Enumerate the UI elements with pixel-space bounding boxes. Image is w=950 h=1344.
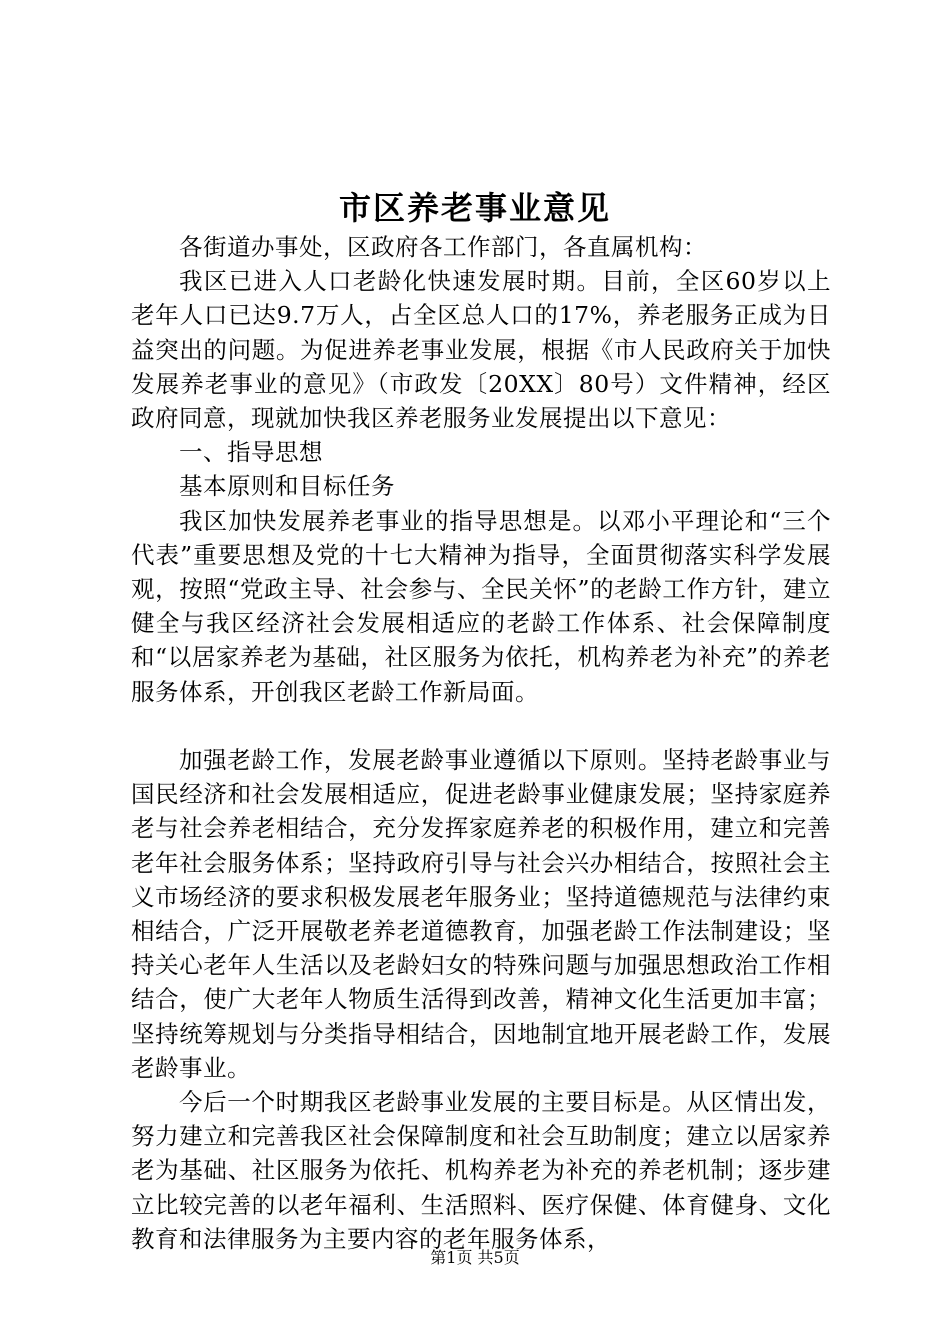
- document-title: 市区养老事业意见: [338, 189, 611, 227]
- paragraph-principles: 加强老龄工作，发展老龄事业遵循以下原则。坚持老龄事业与国民经济和社会发展相适应，促进老龄事业健康发展；坚持家庭养老与社会养老相结合，充分发挥家庭养老的积极作用，建立和完善老年社会服务体系；坚持政府引导与社会兴办相结合，按照社会主义市场经济的要求积极发展老年服务业；坚持道德规范与法律约束相结合，广泛开展敬老养老道德教育，加强老龄工作法制建设；坚持关心老年人生活以及老龄妇女的特殊问题与加强思想政治工作相结合，使广大老年人物质生活得到改善，精神文化生活更加丰富；坚持统筹规划与分类指导相结合，因地制宜地开展老龄工作，发展老龄事业。: [131, 746, 831, 1082]
- subsection-heading: 基本原则和目标任务: [179, 472, 395, 501]
- paragraph-spacer: [131, 709, 831, 743]
- paragraph-guiding-thought: 我区加快发展养老事业的指导思想是。以邓小平理论和“三个代表”重要思想及党的十七大精神为指导，全面贯彻落实科学发展观，按照“党政主导、社会参与、全民关怀”的老龄工作方针，建立健全与我区经济社会发展相适应的老龄工作体系、社会保障制度和“以居家养老为基础，社区服务为依托，机构养老为补充”的养老服务体系，开创我区老龄工作新局面。: [131, 506, 831, 706]
- paragraph-intro: 我区已进入人口老龄化快速发展时期。目前，全区60岁以上老年人口已达9.7万人，占全区总人口的17%，养老服务正成为日益突出的问题。为促进养老事业发展，根据《市人民政府关于加快发展养老事业的意见》（市政发〔20XX〕80号）文件精神，经区政府同意，现就加快我区养老服务业发展提出以下意见：: [131, 267, 831, 433]
- paragraph-goals: 今后一个时期我区老龄事业发展的主要目标是。从区情出发，努力建立和完善我区社会保障制度和社会互助制度；建立以居家养老为基础、社区服务为依托、机构养老为补充的养老机制；逐步建立比较完善的以老年福利、生活照料、医疗保健、体育健身、文化教育和法律服务为主要内容的老年服务体系，: [131, 1088, 831, 1253]
- section-heading: 一、指导思想: [179, 438, 323, 467]
- page-footer: 第1页 共5页: [430, 1248, 520, 1267]
- salutation: 各街道办事处，区政府各工作部门，各直属机构：: [179, 233, 707, 261]
- document-body: [131, 230, 831, 1256]
